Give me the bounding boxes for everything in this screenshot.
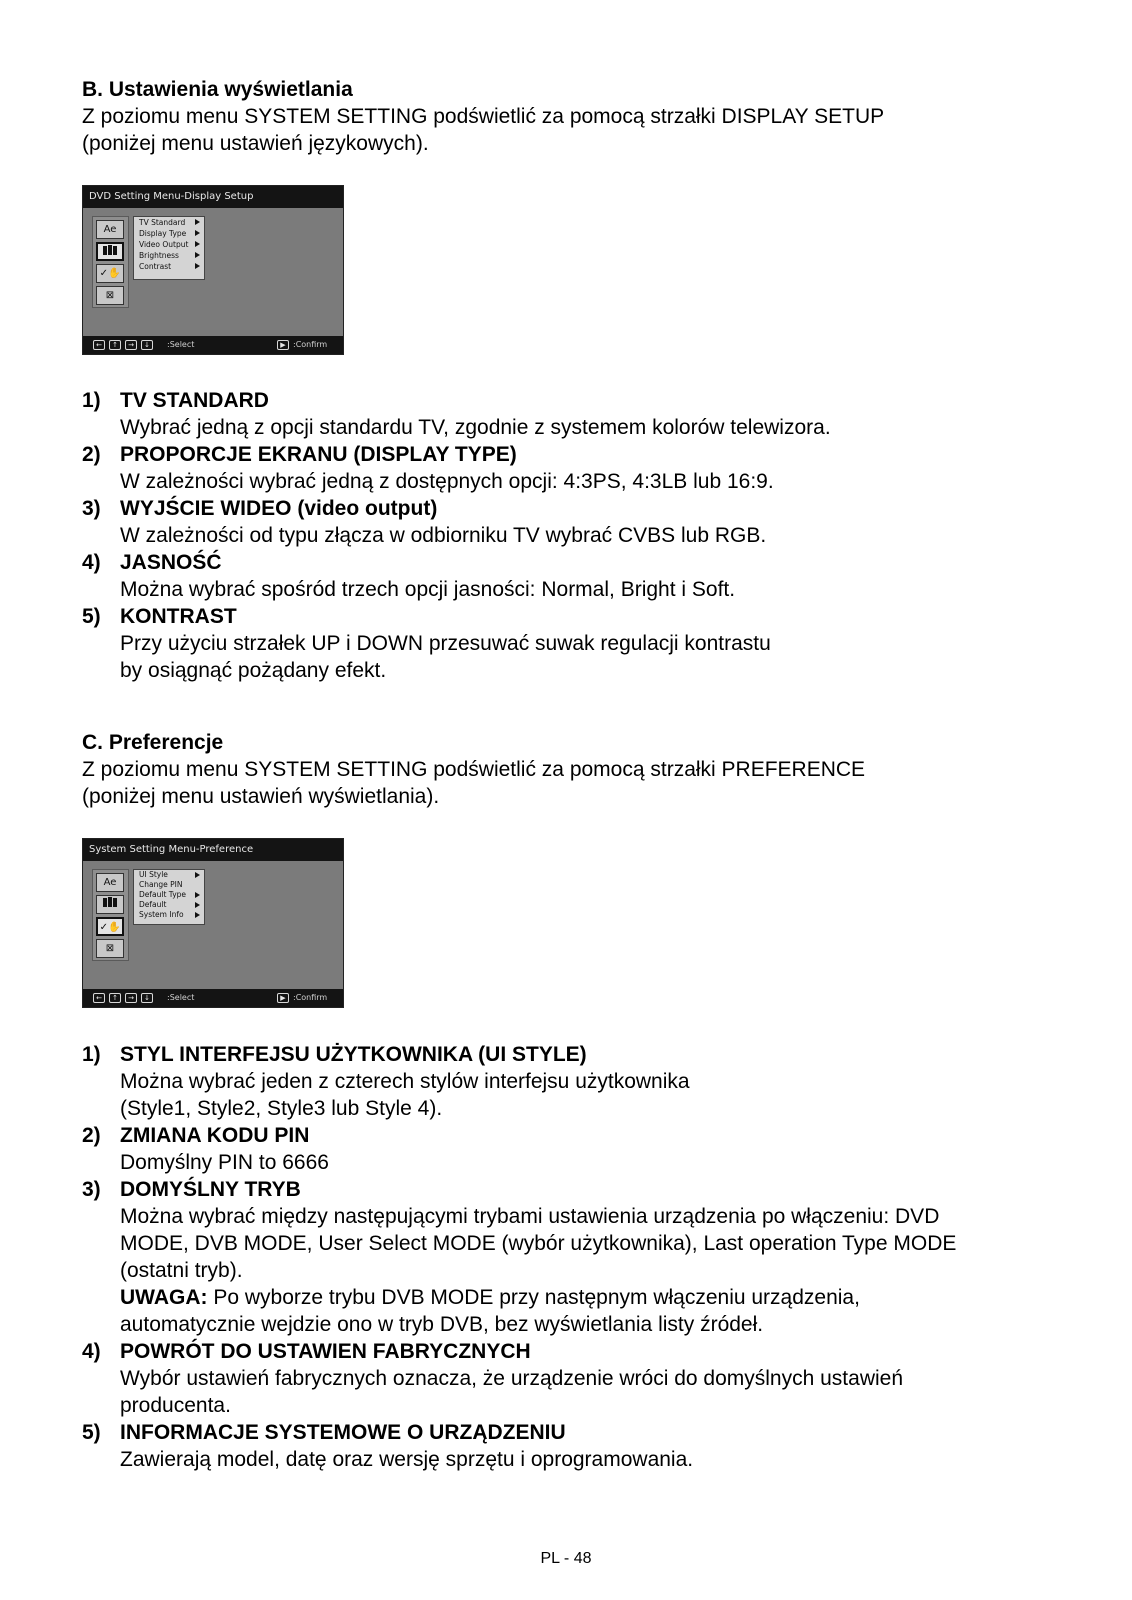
item-title: STYL INTERFEJSU UŻYTKOWNIKA (UI STYLE) <box>120 1043 587 1066</box>
osd-menu-item-default-type[interactable] <box>134 890 204 900</box>
display-icon <box>96 242 124 261</box>
section-c-intro-line2: (poniżej menu ustawień wyświetlania). <box>82 785 440 808</box>
osd-menu-item-default[interactable] <box>134 900 204 910</box>
section-c-intro-line1: Z poziomu menu SYSTEM SETTING podświetlić za pomocą strzałki PREFERENCE <box>82 758 866 781</box>
exit-icon: ⊠ <box>96 939 124 958</box>
display-icon-glyph <box>101 896 119 908</box>
arrow-right-icon <box>195 872 200 878</box>
osd-menu-item-video-output[interactable] <box>134 239 204 250</box>
osd-footer-select: :Select <box>167 993 195 1002</box>
osd-menu-item-brightness[interactable] <box>134 250 204 261</box>
arrow-right-icon <box>195 892 200 898</box>
right-arrow-key-icon: → <box>125 993 137 1003</box>
osd-menu-label: Default Type <box>139 890 187 899</box>
list-item <box>82 603 1062 684</box>
item-body: Zawierają model, datę oraz wersję sprzętu i oprogramowania. <box>120 1448 694 1471</box>
item-title: INFORMACJE SYSTEMOWE O URZĄDZENIU <box>120 1421 566 1444</box>
section-b-list <box>82 387 1062 684</box>
section-b-intro-line2: (poniżej menu ustawień językowych). <box>82 132 429 155</box>
item-body: W zależności od typu złącza w odbiorniku TV wybrać CVBS lub RGB. <box>120 524 767 547</box>
item-body: W zależności wybrać jedną z dostępnych opcji: 4:3PS, 4:3LB lub 16:9. <box>120 470 774 493</box>
list-item <box>82 1176 1062 1338</box>
section-c-list <box>82 1041 1062 1473</box>
section-c-heading: C. Preferencje <box>82 731 224 754</box>
right-arrow-key-icon: → <box>125 340 137 350</box>
language-icon: Ae <box>96 873 124 892</box>
play-key-icon: ▶ <box>277 340 289 350</box>
osd-menu-label: UI Style <box>139 870 168 879</box>
osd-menu-item-display-type[interactable] <box>134 228 204 239</box>
note-label: UWAGA: <box>120 1286 208 1309</box>
up-arrow-key-icon: ↑ <box>109 340 121 350</box>
item-body: Wybrać jedną z opcji standardu TV, zgodnie z systemem kolorów telewizora. <box>120 416 831 439</box>
item-body: Można wybrać między następującymi trybami ustawienia urządzenia po włączeniu: DVD <box>120 1205 940 1228</box>
item-body: by osiągnąć pożądany efekt. <box>120 659 387 682</box>
item-body: (Style1, Style2, Style3 lub Style 4). <box>120 1097 443 1120</box>
section-b-intro-line1: Z poziomu menu SYSTEM SETTING podświetlić za pomocą strzałki DISPLAY SETUP <box>82 105 885 128</box>
preference-icon: ✓✋ <box>96 917 124 936</box>
item-body: Wybór ustawień fabrycznych oznacza, że urządzenie wróci do domyślnych ustawień <box>120 1367 904 1390</box>
osd-preference-screenshot <box>82 838 344 1008</box>
arrow-right-icon <box>195 912 200 918</box>
language-icon: Ae <box>96 220 124 239</box>
item-number: 1) <box>82 1043 101 1066</box>
item-title: TV STANDARD <box>120 389 269 412</box>
item-body: MODE, DVB MODE, User Select MODE (wybór użytkownika), Last operation Type MODE <box>120 1232 957 1255</box>
item-number: 5) <box>82 1421 101 1444</box>
section-b-heading: B. Ustawienia wyświetlania <box>82 78 353 101</box>
osd-menu-item-contrast[interactable] <box>134 261 204 272</box>
item-body: Można wybrać jeden z czterech stylów interfejsu użytkownika <box>120 1070 690 1093</box>
list-item <box>82 1338 1062 1419</box>
page-number: PL - 48 <box>540 1550 592 1567</box>
list-item <box>82 495 1062 549</box>
down-arrow-key-icon: ↓ <box>141 993 153 1003</box>
item-title: WYJŚCIE WIDEO (video output) <box>120 497 438 520</box>
list-item <box>82 549 1062 603</box>
arrow-right-icon <box>195 252 200 258</box>
osd-footer-select: :Select <box>167 340 195 349</box>
item-number: 2) <box>82 443 101 466</box>
osd-menu-item-tv-standard[interactable] <box>134 217 204 228</box>
item-title: PROPORCJE EKRANU (DISPLAY TYPE) <box>120 443 517 466</box>
osd-title: DVD Setting Menu-Display Setup <box>83 186 343 208</box>
osd-footer-confirm: :Confirm <box>293 993 328 1002</box>
item-title: ZMIANA KODU PIN <box>120 1124 310 1147</box>
item-body: producenta. <box>120 1394 231 1417</box>
osd-menu-label: Brightness <box>139 251 179 260</box>
item-note <box>120 1284 1062 1311</box>
item-title: KONTRAST <box>120 605 237 628</box>
note-text: Po wyborze trybu DVB MODE przy następnym włączeniu urządzenia, <box>207 1286 860 1309</box>
arrow-right-icon <box>195 241 200 247</box>
up-arrow-key-icon: ↑ <box>109 993 121 1003</box>
osd-menu <box>133 216 205 280</box>
item-number: 2) <box>82 1124 101 1147</box>
osd-menu-item-change-pin[interactable] <box>134 880 204 890</box>
osd-footer <box>83 336 343 354</box>
arrow-right-icon <box>195 902 200 908</box>
item-number: 4) <box>82 1340 101 1363</box>
item-title: POWRÓT DO USTAWIEN FABRYCZNYCH <box>120 1340 531 1363</box>
osd-menu-label: Default <box>139 900 167 909</box>
item-body: Domyślny PIN to 6666 <box>120 1151 329 1174</box>
list-item <box>82 441 1062 495</box>
arrow-right-icon <box>195 263 200 269</box>
osd-footer <box>83 989 343 1007</box>
osd-menu-label: Display Type <box>139 229 187 238</box>
item-number: 4) <box>82 551 101 574</box>
left-arrow-key-icon: ← <box>93 993 105 1003</box>
osd-menu-item-system-info[interactable] <box>134 910 204 920</box>
item-title: JASNOŚĆ <box>120 551 222 574</box>
osd-menu-label: System Info <box>139 910 184 919</box>
arrow-right-icon <box>195 219 200 225</box>
item-title: DOMYŚLNY TRYB <box>120 1178 301 1201</box>
osd-display-setup-screenshot <box>82 185 344 355</box>
osd-icon-column <box>92 869 129 961</box>
item-note-continuation: automatycznie wejdzie ono w tryb DVB, bez wyświetlania listy źródeł. <box>120 1313 764 1336</box>
play-key-icon: ▶ <box>277 993 289 1003</box>
down-arrow-key-icon: ↓ <box>141 340 153 350</box>
osd-menu-label: Video Output <box>139 240 189 249</box>
osd-footer-confirm: :Confirm <box>293 340 328 349</box>
preference-icon: ✓✋ <box>96 264 124 283</box>
display-icon <box>96 895 124 914</box>
item-number: 3) <box>82 1178 101 1201</box>
list-item <box>82 1041 1062 1122</box>
arrow-right-icon <box>195 230 200 236</box>
exit-icon: ⊠ <box>96 286 124 305</box>
osd-menu-label: Contrast <box>139 262 172 271</box>
osd-menu <box>133 869 205 925</box>
osd-icon-column <box>92 216 129 308</box>
osd-menu-label: Change PIN <box>139 880 183 889</box>
item-body: Można wybrać spośród trzech opcji jasności: Normal, Bright i Soft. <box>120 578 736 601</box>
item-body: (ostatni tryb). <box>120 1259 243 1282</box>
display-icon-glyph <box>101 244 119 256</box>
left-arrow-key-icon: ← <box>93 340 105 350</box>
list-item <box>82 1419 1062 1473</box>
list-item <box>82 1122 1062 1176</box>
osd-menu-label: TV Standard <box>139 218 186 227</box>
list-item <box>82 387 1062 441</box>
item-number: 3) <box>82 497 101 520</box>
osd-title: System Setting Menu-Preference <box>83 839 343 861</box>
item-number: 1) <box>82 389 101 412</box>
osd-menu-item-ui-style[interactable] <box>134 870 204 880</box>
item-body: Przy użyciu strzałek UP i DOWN przesuwać suwak regulacji kontrastu <box>120 632 771 655</box>
item-number: 5) <box>82 605 101 628</box>
